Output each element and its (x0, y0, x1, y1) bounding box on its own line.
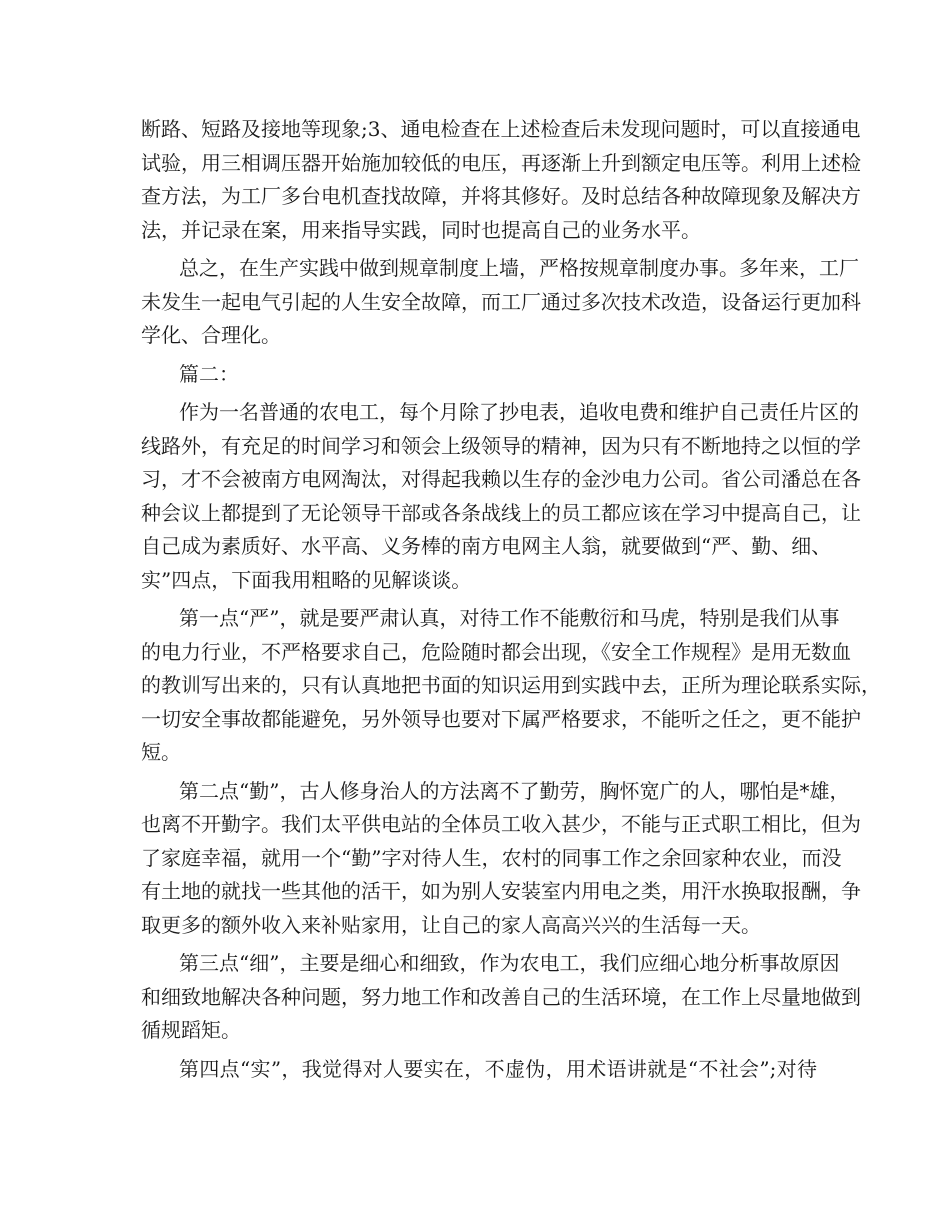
text-line: 试验，用三相调压器开始施加较低的电压，再逐渐上升到额定电压等。利用上述检 (141, 150, 861, 175)
text-line: 种会议上都提到了无论领导干部或各条战线上的员工都应该在学习中提高自己，让 (141, 500, 861, 525)
paragraph-intro (141, 396, 861, 597)
text-line: 也离不开勤字。我们太平供电站的全体员工收入甚少，不能与正式职工相比，但为 (141, 812, 861, 836)
text-line: 断路、短路及接地等现象;3、通电检查在上述检查后未发现问题时，可以直接通电 (141, 117, 861, 141)
text-line: 学化、合理化。 (141, 323, 281, 347)
paragraph-summary (141, 252, 861, 353)
section-heading-part-two (141, 358, 817, 392)
text-line: 短。 (141, 740, 181, 764)
text-line: 有土地的就找一些其他的活干，如为别人安装室内用电之类，用汗水换取报酬，争 (141, 879, 861, 903)
text-line: 篇二： (179, 361, 239, 386)
text-line: 习，才不会被南方电网淘汰，对得起我赖以生存的金沙电力公司。省公司潘总在各 (141, 467, 861, 491)
text-line: 取更多的额外收入来补贴家用，让自己的家人高高兴兴的生活每一天。 (141, 912, 761, 937)
text-line: 第三点“细”，主要是细心和细致，作为农电工，我们应细心地分析事故原因 (179, 951, 840, 975)
text-line: 一切安全事故都能避免，另外领导也要对下属严格要求，不能听之任之，更不能护 (141, 706, 861, 731)
document-body (141, 113, 881, 1091)
text-line: 第二点“勤”，古人修身治人的方法离不了勤劳，胸怀宽广的人，哪怕是*雄， (179, 778, 850, 803)
paragraph-point-diligent (141, 775, 861, 943)
paragraph-point-practical (141, 1053, 817, 1087)
paragraph-point-strict (141, 602, 881, 770)
paragraph-point-careful (141, 947, 861, 1048)
text-line: 循规蹈矩。 (141, 1018, 241, 1042)
text-line: 第四点“实”，我觉得对人要实在，不虚伪，用术语讲就是“不社会”;对待 (179, 1056, 817, 1081)
text-line: 作为一名普通的农电工，每个月除了抄电表，追收电费和维护自己责任片区的 (179, 400, 859, 424)
text-line: 自己成为素质好、水平高、义务棒的南方电网主人翁，就要做到“严、勤、细、 (141, 534, 832, 558)
text-line: 实”四点，下面我用粗略的见解谈谈。 (141, 567, 472, 592)
text-line: 未发生一起电气引起的人生安全故障，而工厂通过多次技术改造，设备运行更加科 (141, 289, 861, 314)
text-line: 第一点“严”，就是要严肃认真，对待工作不能敷衍和马虎，特别是我们从事 (179, 606, 840, 630)
text-line: 法，并记录在案，用来指导实践，同时也提高自己的业务水平。 (141, 217, 701, 242)
text-line: 总之，在生产实践中做到规章制度上墙，严格按规章制度办事。多年来，工厂 (179, 256, 859, 280)
text-line: 和细致地解决各种问题，努力地工作和改善自己的生活环境，在工作上尽量地做到 (141, 984, 861, 1009)
text-line: 的电力行业，不严格要求自己，危险随时都会出现，《安全工作规程》是用无数血 (141, 639, 851, 664)
text-line: 了家庭幸福，就用一个“勤”字对待人生，农村的同事工作之余回家种农业，而没 (141, 845, 842, 870)
text-line: 查方法，为工厂多台电机查找故障，并将其修好。及时总结各种故障现象及解决方 (141, 184, 861, 208)
text-line: 的教训写出来的，只有认真地把书面的知识运用到实践中去，正所为理论联系实际， (141, 673, 881, 697)
text-line: 线路外，有充足的时间学习和领会上级领导的精神，因为只有不断地持之以恒的学 (141, 433, 861, 458)
paragraph-fault-checking (141, 113, 861, 247)
